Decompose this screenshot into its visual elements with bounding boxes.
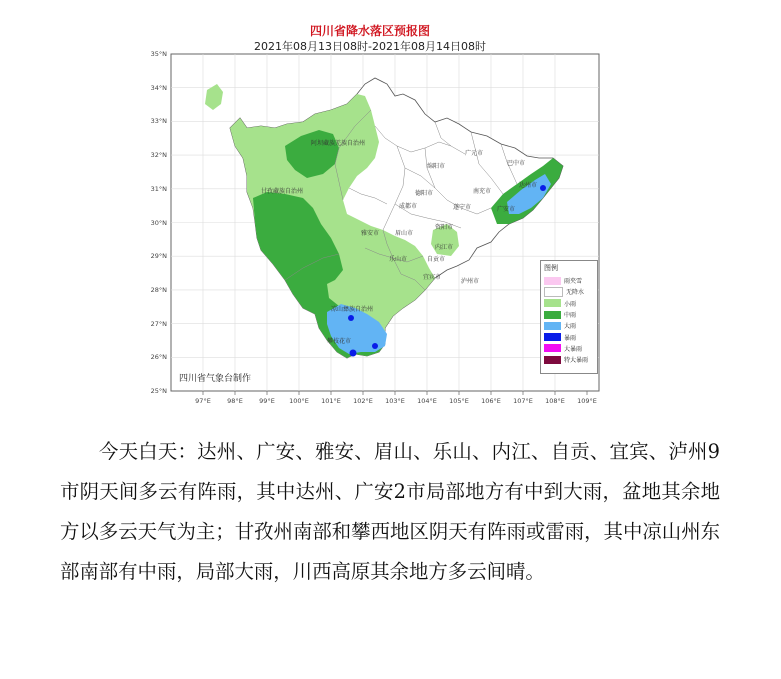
lat-label: 26°N [150, 353, 167, 362]
legend-item [541, 298, 597, 309]
city-label: 乐山市 [389, 256, 408, 263]
lon-label: 101°E [321, 397, 341, 405]
city-label: 眉山市 [395, 230, 414, 237]
legend-swatch [544, 322, 561, 330]
lat-label: 35°N [150, 50, 167, 58]
city-label: 攀枝花市 [327, 338, 352, 345]
city-label: 遂宁市 [453, 204, 472, 211]
legend-title: 图例 [544, 264, 558, 272]
city-label: 泸州市 [461, 278, 480, 285]
lat-label: 34°N [150, 83, 167, 92]
lon-label: 106°E [481, 397, 501, 405]
lat-label: 33°N [150, 117, 167, 126]
legend-label: 特大暴雨 [564, 357, 589, 365]
city-label: 达州市 [519, 182, 538, 189]
lon-label: 103°E [385, 397, 405, 405]
legend-label: 暴雨 [564, 334, 577, 342]
lat-label: 31°N [150, 184, 167, 193]
lat-label: 27°N [150, 319, 167, 328]
lon-label: 98°E [227, 397, 243, 405]
legend-swatch [544, 311, 561, 319]
legend-label: 小雨 [564, 300, 577, 308]
lon-label: 102°E [353, 397, 373, 405]
legend-label: 无降水 [566, 289, 585, 297]
rainstorm-spot [372, 343, 378, 349]
lon-label: 107°E [513, 397, 533, 405]
legend-label: 雨夹雪 [564, 278, 583, 286]
lon-label: 105°E [449, 397, 469, 405]
legend-item [541, 354, 597, 365]
precipitation-forecast-map [135, 18, 605, 403]
city-label: 阿坝藏族羌族自治州 [311, 140, 366, 147]
rainstorm-spot [540, 185, 546, 191]
city-label: 广安市 [497, 206, 516, 213]
city-label: 自贡市 [427, 256, 446, 263]
city-label: 南充市 [473, 188, 492, 195]
lat-label: 28°N [150, 285, 167, 294]
legend-label: 中雨 [564, 312, 577, 320]
legend-label: 大雨 [564, 323, 577, 331]
legend-item [541, 343, 597, 354]
city-label: 凉山彝族自治州 [331, 306, 374, 313]
city-label: 资阳市 [435, 224, 454, 231]
lon-label: 109°E [577, 397, 597, 405]
city-label: 雅安市 [361, 230, 380, 237]
forecast-paragraph: 今天白天：达州、广安、雅安、眉山、乐山、内江、自贡、宜宾、泸州9市阴天间多云有阵雨，其中达州、广安2市局部地方有中到大雨，盆地其余地方以多云天气为主；甘孜州南部和攀西地区阴天有阵雨或雷雨，其中凉山州东部南部有中雨，局部大雨，川西高原其余地方多云间晴。 [60, 440, 720, 583]
city-label: 甘孜藏族自治州 [261, 188, 304, 195]
legend-item [541, 331, 597, 342]
lon-label: 104°E [417, 397, 437, 405]
legend-swatch [544, 344, 561, 352]
legend-label: 大暴雨 [564, 345, 583, 353]
legend-item [541, 309, 597, 320]
rainstorm-spot [350, 350, 357, 357]
map-legend [540, 260, 598, 374]
map-title: 四川省降水落区预报图 [309, 24, 430, 38]
rainstorm-spot [348, 315, 354, 321]
legend-item [541, 320, 597, 331]
city-label: 巴中市 [507, 160, 526, 167]
lon-label: 99°E [259, 397, 275, 405]
lat-label: 30°N [150, 218, 167, 227]
legend-swatch [544, 333, 561, 341]
legend-swatch [544, 356, 561, 364]
city-label: 广元市 [465, 150, 484, 157]
legend-item [541, 275, 597, 286]
city-label: 宜宾市 [423, 274, 442, 281]
city-label: 内江市 [435, 244, 454, 251]
city-label: 绵阳市 [427, 163, 446, 170]
lat-label: 29°N [150, 252, 167, 261]
map-subtitle: 2021年08月13日08时-2021年08月14日08时 [254, 40, 486, 53]
lon-label: 108°E [545, 397, 565, 405]
city-label: 成都市 [399, 203, 418, 210]
axis-ticks [203, 391, 587, 395]
legend-swatch [544, 287, 563, 297]
map-credit: 四川省气象台制作 [179, 374, 252, 384]
legend-item [541, 286, 597, 297]
legend-swatch [544, 277, 561, 285]
map-canvas [135, 18, 605, 403]
lon-label: 97°E [195, 397, 211, 405]
lat-label: 25°N [150, 387, 167, 395]
legend-swatch [544, 299, 561, 307]
city-label: 德阳市 [415, 190, 434, 197]
lat-label: 32°N [150, 151, 167, 160]
lon-label: 100°E [289, 397, 309, 405]
